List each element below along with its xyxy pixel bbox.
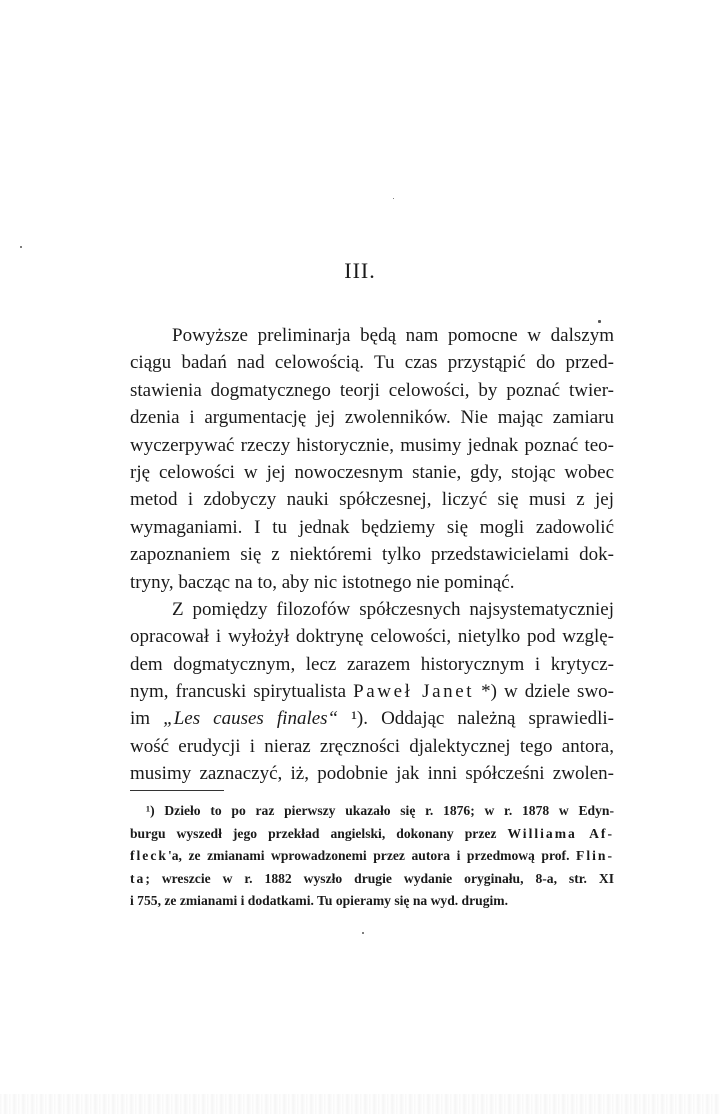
spaced-name: Flin- (576, 848, 614, 864)
main-text (130, 322, 614, 788)
text-line: wość erudycji i nieraz zręczności djalektycznej tego antora, (130, 735, 614, 757)
text-fragment: im (130, 708, 164, 730)
scan-edge (0, 1094, 720, 1114)
text-line: dem dogmatycznym, lecz zarazem historycznym i krytycz- (130, 653, 614, 675)
text-line: dzenia i argumentację jej zwolenników. Nie mając zamiaru (130, 407, 614, 429)
text-line (130, 678, 614, 705)
footnote-line (130, 868, 614, 891)
text-line: musimy zaznaczyć, iż, podobnie jak inni spółcześni zwolen- (130, 763, 614, 785)
text-line: Powyższe preliminarja będą nam pomocne w dalszym (172, 325, 614, 346)
work-title: „Les causes finales“ (163, 708, 339, 730)
print-speck (393, 198, 394, 199)
text-line: Z pomiędzy filozofów spółczesnych najsystematyczniej (172, 598, 614, 620)
print-speck (598, 320, 601, 323)
chapter-heading: III. (344, 258, 376, 283)
footnote-line: ¹) Dzieło to po raz pierwszy ukazało się r. 1876; w r. 1878 w Edyn- (146, 803, 614, 818)
text-line: zapoznaniem się z niektóremi tylko przedstawicielami dok- (130, 544, 614, 566)
footnote-line: i 755, ze zmianami i dodatkami. Tu opieramy się na wyd. drugim. (130, 893, 509, 909)
spaced-name: fleck (130, 848, 168, 864)
text-line: stawienia dogmatycznego teorji celowości, by poznać twier- (130, 379, 614, 401)
print-speck (20, 246, 22, 248)
text-line: wyczerpywać rzeczy historycznie, musimy jednak poznać teo- (130, 434, 614, 456)
text-line (130, 705, 614, 732)
text-line: wymaganiami. I tu jednak będziemy się mogli zadowolić (130, 516, 614, 538)
text-line: tryny, bacząc na to, aby nic istotnego nie pominąć. (130, 571, 515, 593)
text-fragment: ; wreszcie w r. 1882 wyszło drugie wydanie oryginału, 8-a, str. XI (145, 870, 614, 886)
text-line: metod i zdobyczy nauki spółczesnej, liczyć się musi z jej (130, 489, 614, 511)
text-fragment: Oddając należną sprawiedli- (381, 708, 614, 730)
text-fragment: *) w dziele swo- (474, 681, 614, 703)
footnote (130, 800, 614, 913)
text-line: ciągu badań nad celowością. Tu czas przystąpić do przed- (130, 352, 614, 374)
text-fragment: 'a, ze zmianami wprowadzonemi przez autora i przedmową prof. (167, 848, 577, 864)
text-line: rję celowości w jej nowoczesnym stanie, gdy, stojąc wobec (130, 461, 614, 483)
footnote-ref: ¹). (338, 708, 382, 730)
text-line: opracował i wyłożył doktrynę celowości, nietylko pod wzglę- (130, 626, 614, 648)
text-fragment: nym, francuski spirytualista (130, 681, 354, 703)
print-speck (362, 932, 364, 934)
footnote-line (130, 845, 614, 868)
spaced-name: ta (130, 870, 146, 886)
spaced-name: Williama Af- (507, 825, 614, 841)
footnote-divider (130, 790, 224, 791)
text-fragment: burgu wyszedł jego przekład angielski, dokonany przez (130, 825, 508, 841)
spaced-name: Paweł Janet (353, 681, 475, 703)
footnote-line (130, 823, 614, 846)
